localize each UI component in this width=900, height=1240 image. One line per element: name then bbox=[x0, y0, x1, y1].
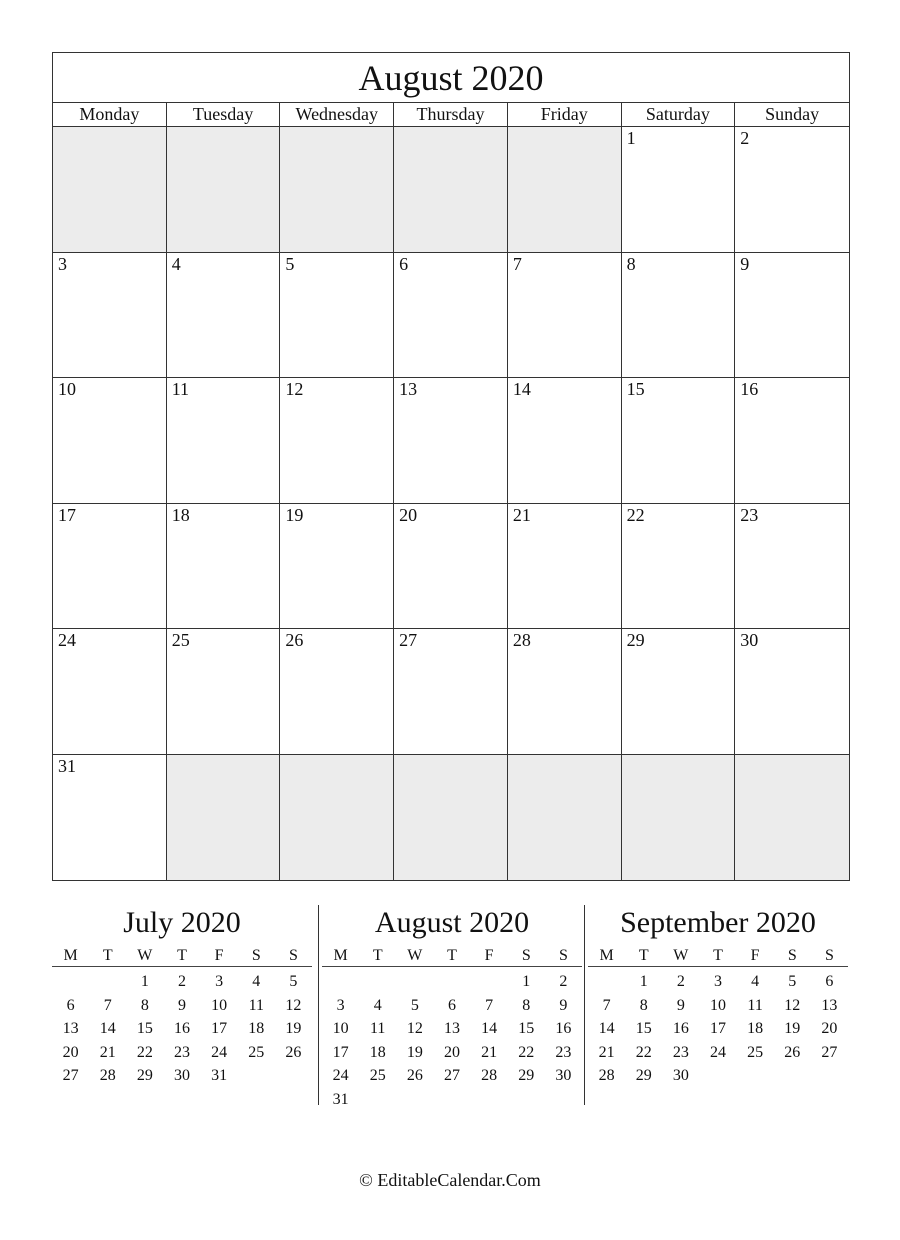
empty-day-cell bbox=[53, 127, 167, 253]
mini-day: 23 bbox=[173, 1043, 190, 1061]
mini-day bbox=[238, 1064, 275, 1088]
empty-day-cell bbox=[280, 127, 394, 253]
mini-day: 4 bbox=[373, 996, 382, 1014]
mini-calendar-title: July 2020 bbox=[123, 906, 241, 939]
mini-week-row bbox=[322, 970, 582, 994]
mini-day: 15 bbox=[635, 1020, 652, 1037]
day-cell: 13 bbox=[394, 378, 508, 504]
mini-day: 18 bbox=[369, 1043, 386, 1061]
mini-day: 22 bbox=[136, 1043, 153, 1061]
mini-day: 14 bbox=[99, 1020, 116, 1037]
mini-day: 24 bbox=[709, 1043, 726, 1061]
empty-day-cell bbox=[508, 755, 622, 881]
mini-day: 28 bbox=[481, 1067, 498, 1084]
mini-day: 2 bbox=[676, 973, 685, 990]
mini-day: 23 bbox=[672, 1043, 689, 1061]
mini-week-row bbox=[322, 994, 582, 1018]
mini-week-row bbox=[322, 1017, 582, 1041]
mini-day: 26 bbox=[784, 1043, 801, 1061]
mini-weekday-label: S bbox=[521, 947, 531, 964]
day-cell: 22 bbox=[622, 504, 736, 630]
day-cell: 2 bbox=[735, 127, 849, 253]
mini-day: 16 bbox=[555, 1020, 572, 1037]
mini-day: 7 bbox=[103, 996, 112, 1014]
mini-weekday-label: S bbox=[787, 947, 797, 964]
mini-day: 22 bbox=[518, 1043, 535, 1061]
mini-day: 10 bbox=[709, 996, 726, 1014]
mini-calendar-july bbox=[52, 900, 312, 1088]
mini-week-row bbox=[52, 1017, 312, 1041]
mini-day bbox=[545, 1088, 582, 1112]
day-cell: 31 bbox=[53, 755, 167, 881]
mini-day: 3 bbox=[336, 996, 345, 1014]
mini-weekday-label: W bbox=[673, 947, 689, 964]
mini-weekday-label: T bbox=[177, 947, 187, 964]
mini-day: 17 bbox=[211, 1020, 228, 1037]
mini-day: 13 bbox=[443, 1020, 460, 1037]
day-cell: 23 bbox=[735, 504, 849, 630]
mini-day bbox=[811, 1064, 848, 1088]
mini-day: 31 bbox=[211, 1067, 228, 1084]
weekday-label: Tuesday bbox=[167, 103, 281, 126]
mini-day: 29 bbox=[136, 1067, 153, 1084]
mini-day: 20 bbox=[443, 1043, 460, 1061]
day-cell: 8 bbox=[622, 253, 736, 379]
mini-day: 25 bbox=[747, 1043, 764, 1061]
empty-day-cell bbox=[622, 755, 736, 881]
day-cell: 9 bbox=[735, 253, 849, 379]
mini-day: 29 bbox=[518, 1067, 535, 1084]
empty-day-cell bbox=[735, 755, 849, 881]
day-cell: 15 bbox=[622, 378, 736, 504]
mini-weekday-label: T bbox=[372, 947, 383, 964]
mini-day bbox=[737, 1064, 774, 1088]
mini-day: 11 bbox=[370, 1020, 386, 1037]
mini-day: 13 bbox=[821, 996, 838, 1014]
day-cell: 1 bbox=[622, 127, 736, 253]
mini-day: 5 bbox=[410, 996, 419, 1014]
divider bbox=[584, 905, 585, 1105]
mini-week-row bbox=[52, 1064, 312, 1088]
mini-day: 17 bbox=[332, 1043, 349, 1061]
weekday-label: Wednesday bbox=[280, 103, 394, 126]
mini-day: 29 bbox=[635, 1067, 652, 1084]
mini-day: 14 bbox=[481, 1020, 498, 1037]
mini-day: 2 bbox=[177, 973, 186, 990]
mini-week-row bbox=[588, 994, 848, 1018]
empty-day-cell bbox=[280, 755, 394, 881]
empty-day-cell bbox=[394, 127, 508, 253]
mini-calendar-september bbox=[588, 900, 848, 1088]
mini-day: 1 bbox=[639, 973, 648, 990]
empty-day-cell bbox=[394, 755, 508, 881]
month-title: August 2020 bbox=[53, 53, 849, 103]
mini-day bbox=[275, 1064, 312, 1088]
mini-day: 16 bbox=[173, 1020, 190, 1037]
main-calendar bbox=[52, 52, 850, 881]
mini-weekday-label: F bbox=[750, 947, 760, 964]
mini-day: 12 bbox=[285, 996, 302, 1014]
mini-day bbox=[471, 1088, 508, 1112]
mini-day: 3 bbox=[215, 973, 224, 990]
mini-day bbox=[396, 970, 433, 994]
mini-day: 26 bbox=[406, 1067, 423, 1084]
mini-day: 28 bbox=[598, 1067, 615, 1084]
mini-day: 20 bbox=[821, 1020, 838, 1037]
mini-calendar-title: September 2020 bbox=[620, 906, 816, 939]
mini-day bbox=[396, 1088, 433, 1112]
day-cell: 5 bbox=[280, 253, 394, 379]
mini-day: 6 bbox=[825, 973, 834, 990]
mini-day: 7 bbox=[602, 996, 611, 1014]
mini-day: 21 bbox=[598, 1043, 615, 1061]
mini-calendar-august bbox=[322, 900, 582, 1111]
mini-day: 3 bbox=[713, 973, 722, 990]
weekday-label: Thursday bbox=[394, 103, 508, 126]
mini-week-row bbox=[322, 1088, 582, 1112]
mini-day: 30 bbox=[173, 1067, 190, 1084]
mini-weekday-label: T bbox=[102, 947, 113, 964]
mini-day: 11 bbox=[248, 996, 264, 1014]
mini-day: 21 bbox=[99, 1043, 116, 1061]
day-cell: 3 bbox=[53, 253, 167, 379]
mini-weekday-label: S bbox=[251, 947, 261, 964]
mini-day: 14 bbox=[598, 1020, 615, 1037]
mini-day: 5 bbox=[788, 973, 797, 990]
mini-day: 8 bbox=[140, 996, 149, 1014]
weekday-label: Saturday bbox=[622, 103, 736, 126]
mini-day: 8 bbox=[639, 996, 648, 1014]
mini-week-row bbox=[52, 994, 312, 1018]
mini-day: 20 bbox=[62, 1043, 79, 1061]
mini-day: 15 bbox=[136, 1020, 153, 1037]
mini-day: 1 bbox=[522, 973, 531, 990]
mini-day: 9 bbox=[177, 996, 186, 1014]
mini-day: 4 bbox=[751, 973, 760, 990]
mini-day: 15 bbox=[518, 1020, 535, 1037]
mini-day bbox=[699, 1064, 736, 1088]
mini-day: 22 bbox=[635, 1043, 652, 1061]
mini-day: 21 bbox=[481, 1043, 498, 1061]
mini-week-row bbox=[322, 1064, 582, 1088]
mini-week-row bbox=[322, 1041, 582, 1065]
mini-day: 23 bbox=[555, 1043, 572, 1061]
mini-weekday-label: M bbox=[333, 947, 348, 964]
mini-weekday-label: S bbox=[558, 947, 568, 964]
day-cell: 7 bbox=[508, 253, 622, 379]
day-cell: 4 bbox=[167, 253, 281, 379]
mini-day: 18 bbox=[248, 1020, 265, 1037]
mini-day: 19 bbox=[784, 1020, 801, 1037]
mini-day: 6 bbox=[447, 996, 456, 1014]
mini-day bbox=[508, 1088, 545, 1112]
day-cell: 10 bbox=[53, 378, 167, 504]
mini-day: 5 bbox=[289, 973, 298, 990]
mini-day: 11 bbox=[747, 996, 763, 1014]
mini-weekday-header bbox=[588, 946, 848, 967]
day-cell: 24 bbox=[53, 629, 167, 755]
day-cell: 21 bbox=[508, 504, 622, 630]
mini-weekday-header bbox=[52, 946, 312, 967]
mini-weekday-label: S bbox=[824, 947, 834, 964]
day-cell: 26 bbox=[280, 629, 394, 755]
mini-weekday-label: W bbox=[137, 947, 153, 964]
empty-day-cell bbox=[167, 755, 281, 881]
mini-day bbox=[588, 970, 625, 994]
day-cell: 12 bbox=[280, 378, 394, 504]
mini-day: 26 bbox=[285, 1043, 302, 1061]
weekday-label: Sunday bbox=[765, 104, 820, 124]
day-cell: 14 bbox=[508, 378, 622, 504]
mini-weekday-label: F bbox=[484, 947, 494, 964]
mini-calendars bbox=[52, 900, 850, 1110]
day-cell: 30 bbox=[735, 629, 849, 755]
empty-day-cell bbox=[167, 127, 281, 253]
day-cell: 28 bbox=[508, 629, 622, 755]
mini-day: 31 bbox=[332, 1090, 349, 1108]
weekday-label: Monday bbox=[53, 103, 167, 126]
mini-day bbox=[471, 970, 508, 994]
mini-day: 25 bbox=[248, 1043, 265, 1061]
day-grid bbox=[53, 127, 849, 880]
mini-day: 7 bbox=[485, 996, 494, 1014]
mini-day: 9 bbox=[559, 996, 568, 1014]
mini-day: 12 bbox=[406, 1020, 423, 1037]
mini-day: 16 bbox=[672, 1020, 689, 1037]
mini-calendar-title: August 2020 bbox=[374, 906, 530, 939]
day-cell: 20 bbox=[394, 504, 508, 630]
mini-day: 13 bbox=[62, 1020, 79, 1037]
mini-day: 27 bbox=[821, 1043, 838, 1061]
mini-day: 19 bbox=[285, 1020, 302, 1037]
empty-day-cell bbox=[508, 127, 622, 253]
mini-weekday-label: T bbox=[713, 947, 723, 964]
mini-weekday-label: T bbox=[447, 947, 457, 964]
mini-day bbox=[359, 1088, 396, 1112]
mini-week-row bbox=[588, 970, 848, 994]
day-cell: 6 bbox=[394, 253, 508, 379]
mini-weekday-label: M bbox=[63, 947, 78, 964]
mini-day bbox=[433, 1088, 470, 1112]
day-cell: 25 bbox=[167, 629, 281, 755]
mini-day: 4 bbox=[252, 973, 261, 990]
mini-day: 24 bbox=[211, 1043, 228, 1061]
mini-day: 19 bbox=[406, 1043, 423, 1061]
mini-day: 12 bbox=[784, 996, 801, 1014]
mini-weekday-label: S bbox=[288, 947, 298, 964]
mini-day: 10 bbox=[211, 996, 228, 1014]
day-cell: 29 bbox=[622, 629, 736, 755]
weekday-header bbox=[53, 103, 849, 127]
footer-credit: © EditableCalendar.Com bbox=[359, 1170, 541, 1190]
mini-day: 24 bbox=[332, 1067, 349, 1084]
mini-day: 28 bbox=[99, 1067, 116, 1084]
mini-week-row bbox=[588, 1064, 848, 1088]
mini-day: 27 bbox=[62, 1067, 79, 1084]
mini-week-row bbox=[52, 970, 312, 994]
mini-day: 25 bbox=[369, 1067, 386, 1084]
mini-week-row bbox=[52, 1041, 312, 1065]
day-cell: 16 bbox=[735, 378, 849, 504]
mini-day: 17 bbox=[709, 1020, 726, 1037]
mini-day bbox=[433, 970, 470, 994]
divider bbox=[318, 905, 319, 1105]
mini-weekday-label: W bbox=[407, 947, 423, 964]
mini-weekday-label: F bbox=[214, 947, 224, 964]
mini-day: 30 bbox=[555, 1067, 572, 1084]
mini-week-row bbox=[588, 1017, 848, 1041]
mini-day: 1 bbox=[140, 973, 149, 990]
mini-day: 27 bbox=[443, 1067, 460, 1084]
day-cell: 18 bbox=[167, 504, 281, 630]
mini-day bbox=[322, 970, 359, 994]
day-cell: 19 bbox=[280, 504, 394, 630]
mini-day: 9 bbox=[676, 996, 685, 1014]
mini-weekday-label: M bbox=[599, 947, 614, 964]
mini-weekday-label: T bbox=[638, 947, 649, 964]
mini-day: 8 bbox=[522, 996, 531, 1014]
mini-day: 6 bbox=[66, 996, 75, 1014]
mini-day: 30 bbox=[672, 1067, 689, 1084]
mini-day: 2 bbox=[559, 973, 568, 990]
day-cell: 17 bbox=[53, 504, 167, 630]
mini-day bbox=[89, 970, 126, 994]
mini-day: 18 bbox=[747, 1020, 764, 1037]
mini-day bbox=[774, 1064, 811, 1088]
mini-day: 10 bbox=[332, 1020, 349, 1037]
weekday-label: Friday bbox=[508, 103, 622, 126]
mini-week-row bbox=[588, 1041, 848, 1065]
day-cell: 27 bbox=[394, 629, 508, 755]
mini-day bbox=[359, 970, 396, 994]
mini-weekday-header bbox=[322, 946, 582, 967]
day-cell: 11 bbox=[167, 378, 281, 504]
mini-day bbox=[52, 970, 89, 994]
